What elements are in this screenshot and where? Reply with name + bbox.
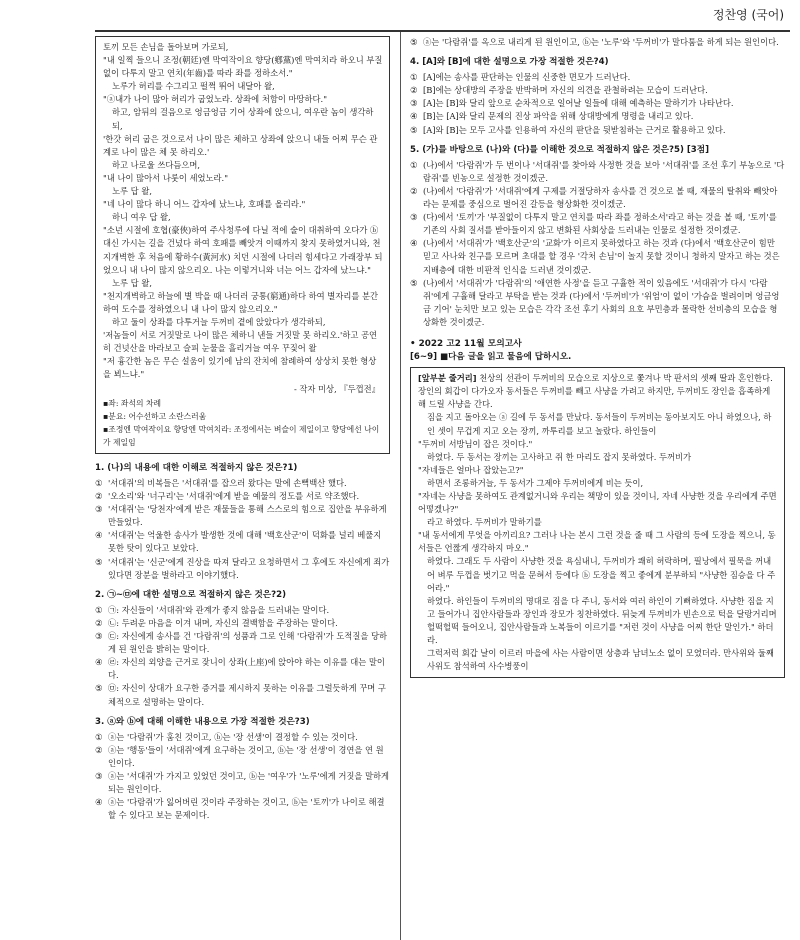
teacher-name: 정찬영 (국어) [712, 8, 784, 22]
passage-line: 하면서 조롱하거늘, 두 동서가 그제야 두꺼비에게 비는 듯이, [427, 477, 644, 488]
question-2 [95, 589, 390, 709]
answer-option[interactable]: ③ [A]는 [B]와 달리 앞으로 순차적으로 일어날 일들에 대해 예측하는 말하기가 나타난다. [410, 98, 734, 109]
answer-option[interactable]: ② ㉡: 두려운 마음을 이겨 내며, 자신의 결백함을 주장하는 말이다. [95, 617, 338, 628]
passage-line: "ⓐ내가 나이 많아 허리가 굽었노라. 상좌에 처함이 마땅하다." [103, 94, 328, 105]
passage-line: "저 흉간한 놈은 무슨 설움이 있기에 남의 잔치에 참례하여 상상치 못한 형상을 뵈느냐." [103, 356, 377, 380]
passage-line: "천지개벽하고 하늘에 별 박을 때 나더러 궁통(窮通)하다 하여 별자리를 분간하여 도수를 정하였으니 내 나이 많지 않으리오." [103, 290, 379, 314]
answer-option[interactable]: ① [A]에는 송사를 판단하는 인물의 신중한 면모가 드러난다. [410, 72, 631, 83]
answer-option[interactable]: ⑤ ⓐ는 '다람쥐'를 옥으로 내리게 된 원인이고, ⓑ는 '노루'와 '두꺼비'가 말다툼을 하게 되는 원인이다. [410, 37, 779, 47]
answer-option[interactable]: ② (나)에서 '다람쥐'가 '서대쥐'에게 구제를 거절당하자 송사를 건 것으로 볼 때, 재물의 탈취와 빼앗아라는 문제를 중심으로 벌어진 갈등을 형상화한 것이겠군. [410, 185, 778, 210]
passage-line: "네 나이 많다 하니 어느 갑자에 났느냐, 호패를 올리라." [103, 199, 306, 210]
question-title: 5. (가)를 바탕으로 (나)와 (다)를 이해한 것으로 적절하지 않은 것은?5) [3점] [410, 144, 709, 155]
section-heading: • 2022 고2 11월 모의고사 [410, 338, 522, 349]
header-rule [95, 30, 790, 32]
passage-line: 노루 답 왈, [112, 277, 152, 288]
answer-option[interactable]: ③ (다)에서 '토끼'가 '부질없이 다투지 말고 연치를 따라 좌를 정하소서'라고 하는 것을 볼 때, '토끼'를 기존의 사회 질서를 받아들이지 않고 변화된 사회상을 드러내는 인물로 설정한 것이겠군. [410, 212, 777, 236]
question-title: 4. [A]와 [B]에 대한 설명으로 가장 적절한 것은?4) [410, 57, 609, 68]
summary-text: 천상의 선관이 두꺼비의 모습으로 지상으로 쫓겨나 박 판서의 셋째 딸과 혼인한다. 장인의 회갑이 다가오자 동서들은 두꺼비를 빼고 사냥을 가려고 하지만, 두꺼비도 장인을 흡족하게 해 드릴 사냥을 간다. [418, 373, 773, 410]
passage-line: 노루 답 왈, [112, 186, 152, 197]
question-title: 1. (나)의 내용에 대한 이해로 적절하지 않은 것은?1) [95, 462, 298, 473]
question-5 [410, 144, 785, 329]
passage-box-2 [410, 367, 785, 678]
passage-line: '저놈들이 서로 거짓말로 나이 많은 체하니 낸들 거짓말 못 하리오.'하고 공연히 건넛산을 바라보고 슬피 눈물을 흘리거늘 여우 꾸짖어 왈 [103, 330, 378, 354]
passage-line: "내 동서에게 무엇을 아끼리요? 그러나 나는 본시 그런 것을 줄 때 그 사람의 등에 도장을 찍으니, 동서들은 언짢게 생각하지 마오." [418, 530, 776, 554]
passage-note: ▪좌: 좌석의 차례 [103, 398, 162, 408]
answer-option[interactable]: ④ [B]는 [A]와 달리 문제의 진상 파악을 위해 상대방에게 명령을 내리고 있다. [410, 111, 694, 122]
passage-citation: - 작자 미상, 『두껍전』 [293, 384, 380, 395]
right-column [410, 36, 785, 686]
section-instruction: [6~9] ■다음 글을 읽고 물음에 답하시오. [410, 352, 572, 363]
answer-option[interactable]: ③ ⓐ는 '서대쥐'가 가지고 있었던 것이고, ⓑ는 '여우'가 '노루'에게 거짓을 말하게 되는 원인이다. [95, 770, 390, 795]
question-4 [410, 56, 785, 137]
passage-line: "소년 시절에 호협(豪俠)하여 주사청루에 다닐 적에 술이 대취하여 오다가 ⓑ대신 가시는 길을 건넜다 하여 호패를 빼앗겨 이때까지 찾지 못하였거니와, 천지개벽한 후 처음에 황하수(黃河水) 치던 시절에 나더러 힘세다고 가래장부 되었으니 내 나이 많지 않으리오. 나는 이렇거니와 너는 어느 갑자에 났느냐." [103, 225, 383, 275]
passage-line: "두꺼비 서방님이 잡은 것이다." [418, 438, 533, 449]
passage-note: ▪분요: 어수선하고 소란스러움 [103, 411, 207, 421]
answer-option[interactable]: ④ ㉣: 자신의 외양을 근거로 잦니이 상좌(上座)에 앉아야 하는 이유를 대는 말이다. [95, 657, 385, 681]
left-column [95, 36, 390, 822]
answer-option[interactable]: ① ⓐ는 '다람쥐'가 훔친 것이고, ⓑ는 '장 선생'이 결정할 수 있는 것이다. [95, 731, 358, 742]
question-title: 2. ㉠~㉤에 대한 설명으로 적절하지 않은 것은?2) [95, 589, 286, 600]
passage-line: 하고, 암뒤의 걸음으로 엉금엉금 기어 상좌에 앉으니, 여우란 놈이 생각하되, [112, 107, 374, 131]
answer-option[interactable]: ② [B]에는 상대방의 주장을 반박하며 자신의 의견을 관철하려는 모습이 드러난다. [410, 85, 708, 96]
passage-line: "내 나이 많아서 나룻이 세었노라." [103, 172, 229, 183]
answer-option[interactable]: ③ '서대쥐'는 '당천자'에게 받은 재물들을 통해 스스로의 힘으로 집안을 부유하게 만들었다. [95, 504, 387, 528]
column-divider [400, 32, 401, 940]
answer-option[interactable]: ③ ㉢: 자신에게 송사를 건 '다람쥐'의 성품과 그로 인해 '다람쥐'가 도적질을 당하게 된 원인을 밝히는 말이다. [95, 631, 388, 655]
passage-line: 하고 둘이 상좌를 다투거늘 두꺼비 곁에 앉았다가 생각하되, [112, 316, 326, 327]
question-3 [95, 716, 390, 823]
passage-line: 하였다. 그래도 두 사람이 사냥한 것을 욕심내니, 두꺼비가 쾌히 허락하며, 필낭에서 필묵을 꺼내어 벼루 두껍을 벗기고 먹을 문혀서 등에다 ⓑ 도장을 찍고 좋에게 분부하되 "사냥한 짐승을 다 주어라." [427, 556, 776, 593]
answer-option[interactable]: ⑤ (나)에서 '서대쥐'가 '다람쥐'의 '애연한 사정'을 듣고 구휼한 적이 있음에도 '서대쥐'가 다시 '다람쥐'에게 구휼해 달라고 부탁을 받는 것과 (다)에서 '두꺼비'가 '위엄'이 없이 '가슴을 벌려이며 엉금엉금 기어' 눈치만 보고 있는 모습은 각각 조선 후기 사회의 요호 부민층과 몰락한 선비층의 모습을 형상화한 것이겠군. [410, 277, 780, 327]
answer-option[interactable]: ⑤ [A]와 [B]는 모두 고사를 인용하여 자신의 판단을 뒷받침하는 근거로 활용하고 있다. [410, 124, 726, 135]
question-title: 3. ⓐ와 ⓑ에 대해 이해한 내용으로 가장 적절한 것은?3) [95, 716, 310, 727]
answer-option[interactable]: ① ㉠: 자신들이 '서대쥐'와 관계가 좋지 않음을 드러내는 말이다. [95, 604, 330, 615]
passage-line: 하였다. 두 동서는 장끼는 고사하고 쥐 한 마리도 잡지 못하였다. 두꺼비가 [427, 451, 692, 462]
answer-option[interactable]: ⑤ ㉤: 자신이 상대가 요구한 증거를 제시하지 못하는 이유를 그럴듯하게 꾸며 구체적으로 설명하는 말이다. [95, 683, 386, 707]
passage-line: 하니 여우 답 왈, [112, 212, 171, 223]
passage-line: 짐을 지고 돌아오는 ⓐ 길에 두 동서를 만났다. 동서들이 두꺼비는 동아보지도 아니 하였으나, 하인 셋이 무겁게 지고 오는 장끼, 까투리를 보고 놀랐다. 하인들이 [427, 412, 772, 436]
passage-note: ▪조정엔 막여작이요 향당엔 막여치라: 조정에서는 벼슬이 제일이고 향당에선 나이가 제일임 [103, 424, 380, 447]
passage-line: 하였다. 하인들이 두꺼비의 명대로 짐을 다 주니, 동서와 여러 하인이 기뻐하였다. 사냥한 짐을 지고 들어가니 집안사람들과 장인과 장모가 칭찬하였다. 뒤늦게 두꺼비가 빈손으로 턱을 달랑거리며 헐떡헐떡 들어오니, 집안사람들과 노복들이 이르기를 "저런 것이 사냥을 어찌 한단 말인가." 하더라. [427, 595, 777, 646]
page-header [713, 6, 784, 23]
passage-line: 하고 나로울 쓰다듬으며, [112, 159, 201, 170]
passage-box-1 [95, 36, 390, 454]
passage-line: 라고 하였다. 두꺼비가 말하기를 [427, 517, 542, 528]
passage-line: '한갓 허리 굽은 것으로서 나이 많은 체하고 상좌에 앉으니 내들 어찌 무슨 관계로 나이 많은 체 못 하리오.' [103, 133, 378, 157]
passage-line: "자네는 사냥을 못하여도 관계없거니와 우리는 책망이 있을 것이니, 자네 사냥한 것을 우리에게 주면 어떻겠나?" [418, 491, 777, 515]
answer-option[interactable]: ④ '서대쥐'는 억울한 송사가 발생한 것에 대해 '백호산군'이 덕화를 널리 베풀지 못한 탓이 있다고 보았다. [95, 530, 382, 554]
answer-option[interactable]: ⑤ '서대쥐'는 '신군'에게 진상을 따져 달라고 요청하면서 그 후에도 자신에게 죄가 있다면 장분을 벌하라고 이야기했다. [95, 556, 390, 580]
passage-line: 토끼 모든 손님을 돌아보며 가로되, [103, 42, 229, 52]
answer-option[interactable]: ② ⓐ는 '행동'들이 '서대쥐'에게 요구하는 것이고, ⓑ는 '장 선생'이 경연을 연 원인이다. [95, 744, 384, 768]
passage-line: "자네들은 얼마나 잡았는고?" [418, 464, 524, 475]
question-1 [95, 462, 390, 582]
passage-line: 노루가 허리를 수그리고 펄쩍 뛰어 내달아 왈, [112, 81, 275, 92]
passage-line: "내 일찍 들으니 조정(朝廷)엔 막여작이요 향당(鄕黨)엔 막여치라 하오니 부질없이 다투지 말고 연치(年齒)를 따라 좌를 정하소서." [103, 55, 383, 79]
answer-option[interactable]: ① (나)에서 '다람쥐'가 두 번이나 '서대쥐'를 찾아와 사정한 것을 보아 '서대쥐'를 조선 후기 부농으로 '다람쥐'를 빈농으로 설정한 것이겠군. [410, 159, 785, 183]
summary [418, 372, 779, 411]
answer-option[interactable]: ④ (나)에서 '서대쥐'가 '백호산군'의 '교화'가 이르지 못하였다고 하는 것과 (다)에서 '백호산군이 힘만 믿고 사나와 친구를 모르며 초대를 할 경우 '각처 손님'이 놀지 못할 것이니 청하지 말자고 하는 것은 지배층에 대한 비판적 인식을 드러낸 것이겠군. [410, 238, 780, 275]
summary-label: [앞부분 줄거리] [418, 373, 477, 384]
answer-option[interactable]: ① '서대쥐'의 비복들은 '서대쥐'를 잡으러 왔다는 말에 손뻑백산 했다. [95, 478, 347, 488]
passage-line: 그럭저럭 회갑 날이 이르러 마을에 사는 사람이면 상층과 남녀노소 없이 모였더라. 만사위와 둘째사위도 참석하여 사수병풍이 [427, 648, 774, 672]
answer-option[interactable]: ④ ⓐ는 '다람쥐'가 잃어버린 것이라 주장하는 것이고, ⓑ는 '토끼'가 나이로 해결할 수 있다고 보는 문제이다. [95, 797, 385, 821]
answer-option[interactable]: ② '오소리'와 '너구리'는 '서대쥐'에게 받을 예물의 정도를 서로 약조했다. [95, 491, 360, 502]
